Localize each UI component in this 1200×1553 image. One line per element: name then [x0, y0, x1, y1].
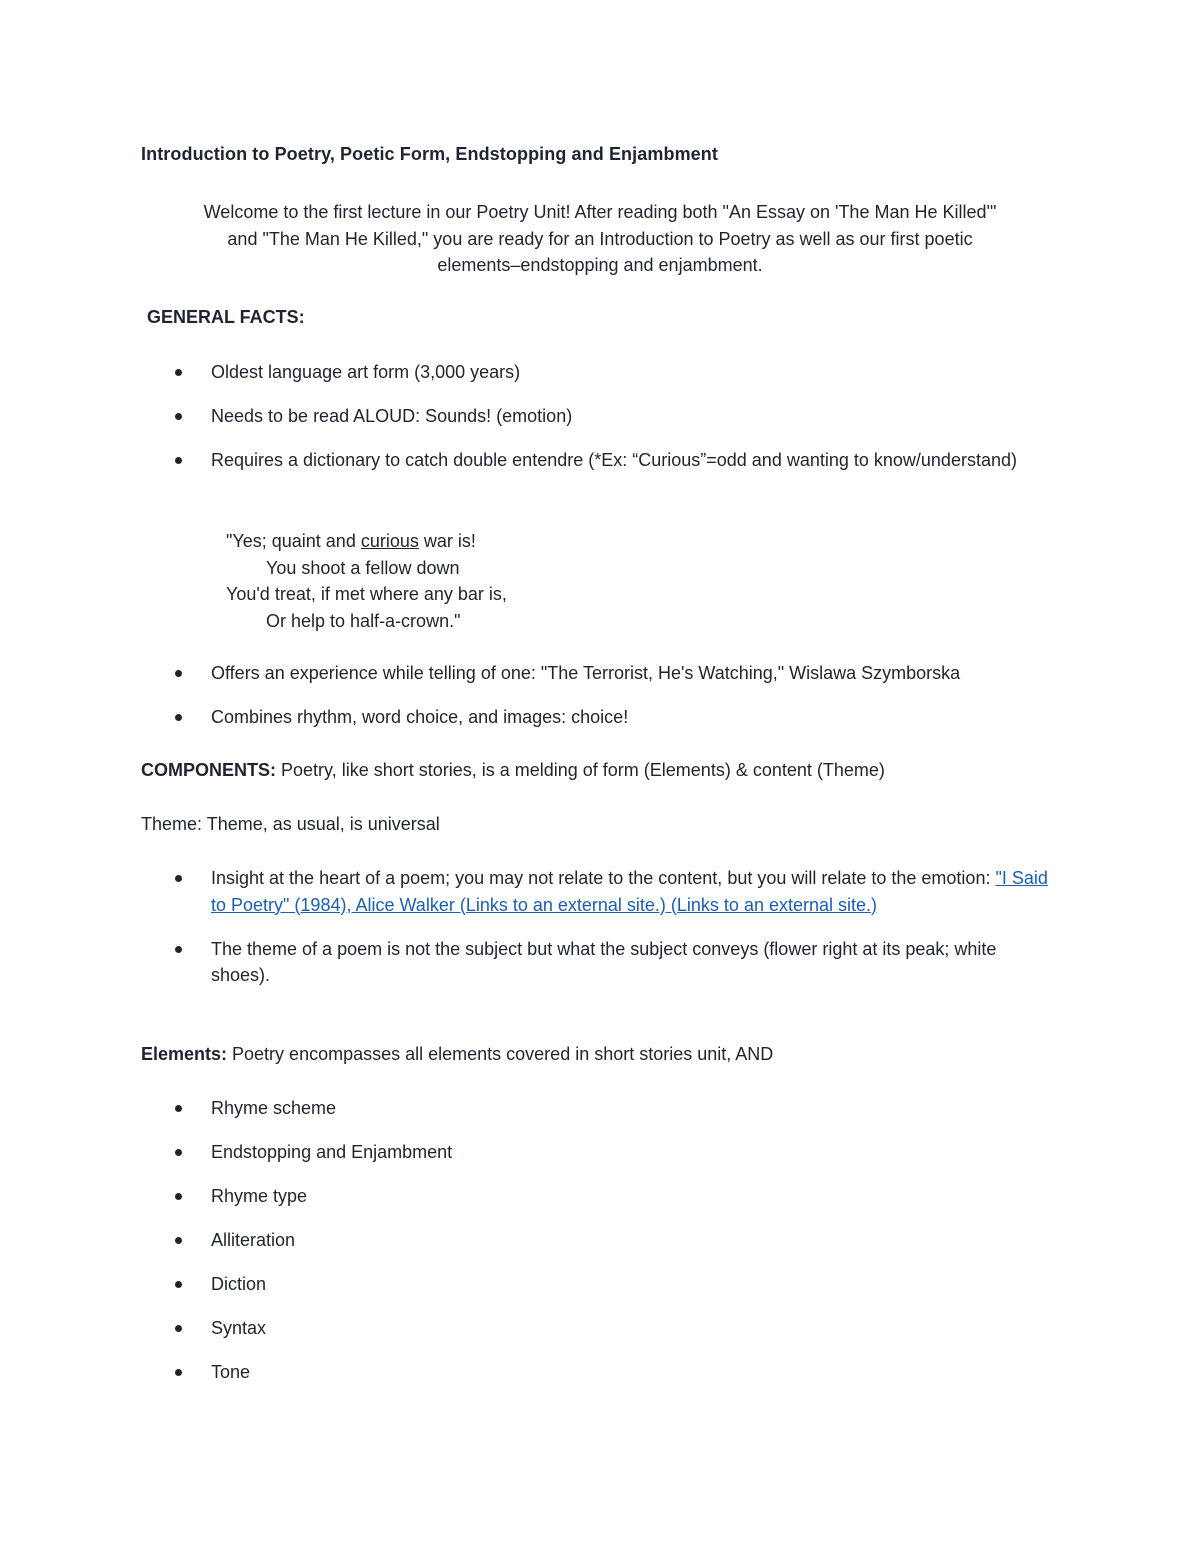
list-item-text: Endstopping and Enjambment — [211, 1142, 453, 1162]
list-item-text: Insight at the heart of a poem; you may not relate to the content, but you will relate to the emotion: — [211, 868, 996, 888]
list-item — [141, 447, 1051, 474]
elements-paragraph — [141, 1041, 773, 1068]
elements-list — [141, 1095, 1051, 1403]
list-item — [141, 1139, 1051, 1166]
bullet-icon — [175, 413, 182, 420]
list-item-text: The theme of a poem is not the subject but what the subject conveys (flower right at its peak; white shoes). — [211, 938, 997, 985]
elements-text: Poetry encompasses all elements covered in short stories unit, AND — [227, 1044, 774, 1064]
list-item — [141, 1359, 1051, 1386]
bullet-icon — [175, 670, 182, 677]
list-item-text: Rhyme scheme — [211, 1098, 337, 1118]
general-facts-heading: GENERAL FACTS: — [147, 307, 305, 327]
list-item-text: Combines rhythm, word choice, and images: choice! — [211, 707, 629, 727]
poem-line: Or help to half-a-crown." — [266, 610, 461, 631]
list-item — [141, 403, 1051, 430]
bullet-icon — [175, 1105, 182, 1112]
bullet-icon — [175, 1281, 182, 1288]
bullet-icon — [175, 1237, 182, 1244]
bullet-icon — [175, 1325, 182, 1332]
bullet-icon — [175, 714, 182, 721]
list-item-text: Rhyme type — [211, 1186, 308, 1206]
intro-line: and "The Man He Killed," you are ready for an Introduction to Poetry as well as our first poetic — [227, 228, 973, 249]
page-title: Introduction to Poetry, Poetic Form, Endstopping and Enjambment — [141, 144, 718, 164]
list-item-text: Diction — [211, 1274, 267, 1294]
list-item-text: Requires a dictionary to catch double entendre (*Ex: “Curious”=odd and wanting to know/understand) — [211, 450, 1017, 470]
list-item-text: Syntax — [211, 1318, 267, 1338]
bullet-icon — [175, 875, 182, 882]
list-item — [141, 1095, 1051, 1122]
list-item — [141, 1227, 1051, 1254]
poem-text: war is! — [418, 531, 476, 551]
list-item-text: Alliteration — [211, 1230, 296, 1250]
list-item — [141, 865, 1051, 918]
list-item — [141, 1315, 1051, 1342]
intro-line: Welcome to the first lecture in our Poetry Unit! After reading both "An Essay on 'The Man He Killed'" — [203, 202, 997, 222]
bullet-icon — [175, 1149, 182, 1156]
list-item-text: Needs to be read ALOUD: Sounds! (emotion) — [211, 406, 573, 426]
list-item — [141, 359, 1051, 386]
list-item — [141, 660, 1051, 687]
list-item-text: Tone — [211, 1362, 251, 1382]
general-facts-list-continued — [141, 660, 1051, 748]
external-poem-link[interactable]: "I Said to Poetry" (1984), Alice Walker (Links to an external site.) (Links to an external site.) — [211, 868, 1048, 915]
list-item — [141, 704, 1051, 731]
components-label: COMPONENTS: — [141, 760, 276, 780]
poem-line: You'd treat, if met where any bar is, — [226, 584, 507, 604]
bullet-icon — [175, 1193, 182, 1200]
poem-text: "Yes; quaint and — [226, 531, 361, 551]
intro-paragraph — [120, 199, 1080, 279]
bullet-icon — [175, 457, 182, 464]
general-facts-list — [141, 359, 1051, 491]
poem-line: You shoot a fellow down — [266, 557, 460, 578]
poem-line — [226, 528, 507, 555]
list-item — [141, 1183, 1051, 1210]
components-text: Poetry, like short stories, is a melding of form (Elements) & content (Theme) — [276, 760, 885, 780]
intro-line: elements–endstopping and enjambment. — [437, 255, 763, 275]
theme-list — [141, 865, 1051, 1006]
bullet-icon — [175, 1369, 182, 1376]
elements-label: Elements: — [141, 1044, 228, 1064]
bullet-icon — [175, 369, 182, 376]
bullet-icon — [175, 946, 182, 953]
list-item-text: Oldest language art form (3,000 years) — [211, 362, 521, 382]
underlined-word: curious — [360, 531, 419, 551]
list-item — [141, 1271, 1051, 1298]
poem-excerpt — [226, 528, 507, 634]
components-paragraph — [141, 757, 885, 784]
list-item-text: Offers an experience while telling of one: "The Terrorist, He's Watching," Wislawa Szymborska — [211, 663, 961, 683]
theme-paragraph: Theme: Theme, as usual, is universal — [141, 814, 440, 834]
list-item — [141, 936, 1051, 989]
